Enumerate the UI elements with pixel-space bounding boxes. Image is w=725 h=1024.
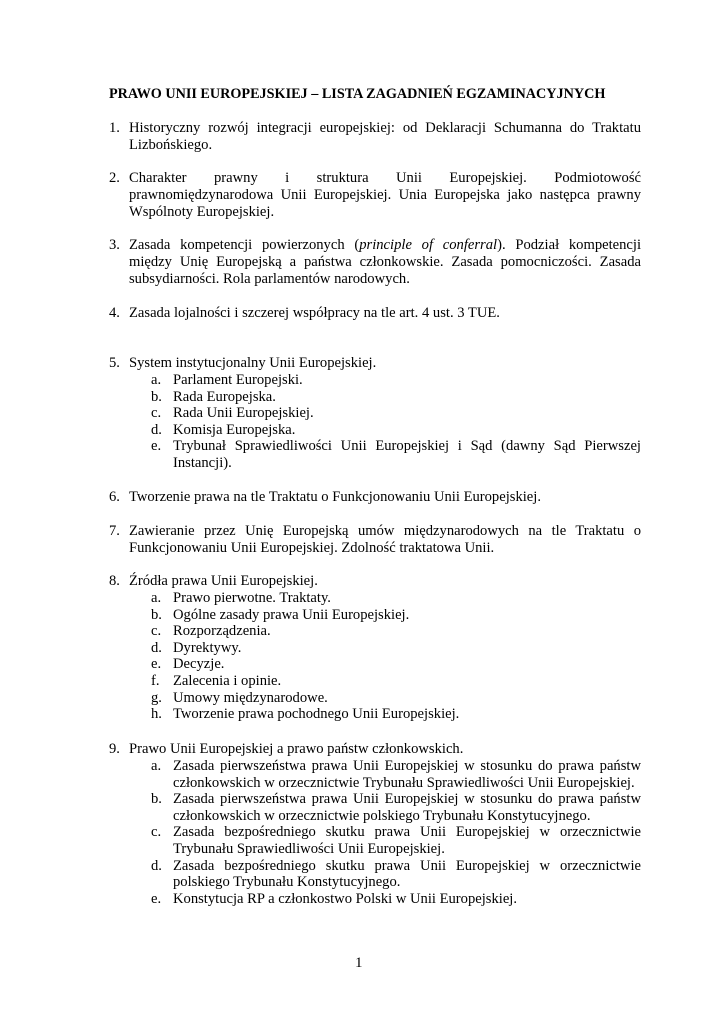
page-number: 1 xyxy=(355,955,363,971)
item-text: Zasada lojalności i szczerej współpracy na tle art. 4 ust. 3 TUE. xyxy=(129,305,500,321)
sub-item: e. Decyzje. xyxy=(151,656,225,673)
sub-item: a. Zasada pierwszeństwa prawa Unii Europejskiej w stosunku do prawa państw członkowskich w orzecznictwie Trybunału Sprawiedliwości Unii Europejskiej. xyxy=(151,758,641,791)
sub-item: b. Rada Europejska. xyxy=(151,388,276,405)
item-text: Prawo Unii Europejskiej a prawo państw członkowskich. xyxy=(129,741,464,757)
list-item-1 xyxy=(109,120,641,154)
item-text: System instytucjonalny Unii Europejskiej. xyxy=(129,355,377,371)
sub-item: b. Zasada pierwszeństwa prawa Unii Europejskiej w stosunku do prawa państw członkowskich w orzecznictwie polskiego Trybunału Konstytucyjnego. xyxy=(151,791,641,824)
item-number: 1. xyxy=(109,120,120,136)
sub-item: f. Zalecenia i opinie. xyxy=(151,672,282,689)
sub-item: e. Trybunał Sprawiedliwości Unii Europejskiej i Sąd (dawny Sąd Pierwszej Instancji). xyxy=(151,438,641,471)
sub-item: b. Ogólne zasady prawa Unii Europejskiej. xyxy=(151,606,410,623)
sub-list xyxy=(109,758,641,907)
sub-item: a. Prawo pierwotne. Traktaty. xyxy=(151,590,331,606)
list-item-6 xyxy=(109,489,641,506)
sub-list xyxy=(109,372,641,472)
item-number: 8. xyxy=(109,573,120,589)
list-item-3 xyxy=(109,237,641,288)
sub-list xyxy=(109,590,641,723)
item-number: 3. xyxy=(109,237,120,253)
sub-item: c. Zasada bezpośredniego skutku prawa Unii Europejskiej w orzecznictwie Trybunału Sprawiedliwości Unii Europejskiej. xyxy=(151,824,641,857)
sub-item: d. Dyrektywy. xyxy=(151,639,242,656)
item-text: Tworzenie prawa na tle Traktatu o Funkcjonowaniu Unii Europejskiej. xyxy=(129,489,541,505)
list-item-2 xyxy=(109,170,641,221)
italic-term: principle of conferral xyxy=(359,237,498,253)
sub-item: c. Rada Unii Europejskiej. xyxy=(151,405,314,422)
item-number: 6. xyxy=(109,489,120,505)
item-text: Charakter prawny i struktura Unii Europejskiej. Podmiotowość prawnomiędzynarodowa Unii Europejskiej. Unia Europejska jako następca prawny Wspólnoty Europejskiej. xyxy=(129,170,641,220)
item-text: Źródła prawa Unii Europejskiej. xyxy=(129,573,318,589)
sub-item: h. Tworzenie prawa pochodnego Unii Europejskiej. xyxy=(151,706,460,723)
sub-item: d. Zasada bezpośredniego skutku prawa Unii Europejskiej w orzecznictwie polskiego Trybunału Konstytucyjnego. xyxy=(151,857,641,891)
sub-item: g. Umowy międzynarodowe. xyxy=(151,689,328,706)
item-number: 2. xyxy=(109,170,120,186)
list-item-4 xyxy=(109,305,641,322)
item-number: 5. xyxy=(109,355,120,371)
item-text: Historyczny rozwój integracji europejskiej: od Deklaracji Schumanna do Traktatu Lizbońskiego. xyxy=(129,120,641,153)
item-number: 4. xyxy=(109,305,120,321)
list-item-8 xyxy=(109,573,641,723)
list-item-9 xyxy=(109,741,641,907)
page-title: PRAWO UNII EUROPEJSKIEJ – LISTA ZAGADNIEŃ EGZAMINACYJNYCH xyxy=(109,86,606,102)
sub-item: a. Parlament Europejski. xyxy=(151,372,303,388)
sub-item: e. Konstytucja RP a członkostwo Polski w Unii Europejskiej. xyxy=(151,890,518,907)
list-item-7 xyxy=(109,523,641,557)
item-text: Zasada kompetencji powierzonych (principle of conferral). Podział kompetencji między Unię Europejską a państwa członkowskie. Zasada pomocniczości. Zasada subsydiarności. Rola parlamentów narodowych. xyxy=(129,237,642,287)
item-number: 9. xyxy=(109,741,120,757)
sub-item: d. Komisja Europejska. xyxy=(151,421,296,438)
sub-item: c. Rozporządzenia. xyxy=(151,623,271,640)
item-text: Zawieranie przez Unię Europejską umów międzynarodowych na tle Traktatu o Funkcjonowaniu Unii Europejskiej. Zdolność traktatowa Unii. xyxy=(129,523,641,556)
list-item-5 xyxy=(109,355,641,472)
item-number: 7. xyxy=(109,523,120,539)
